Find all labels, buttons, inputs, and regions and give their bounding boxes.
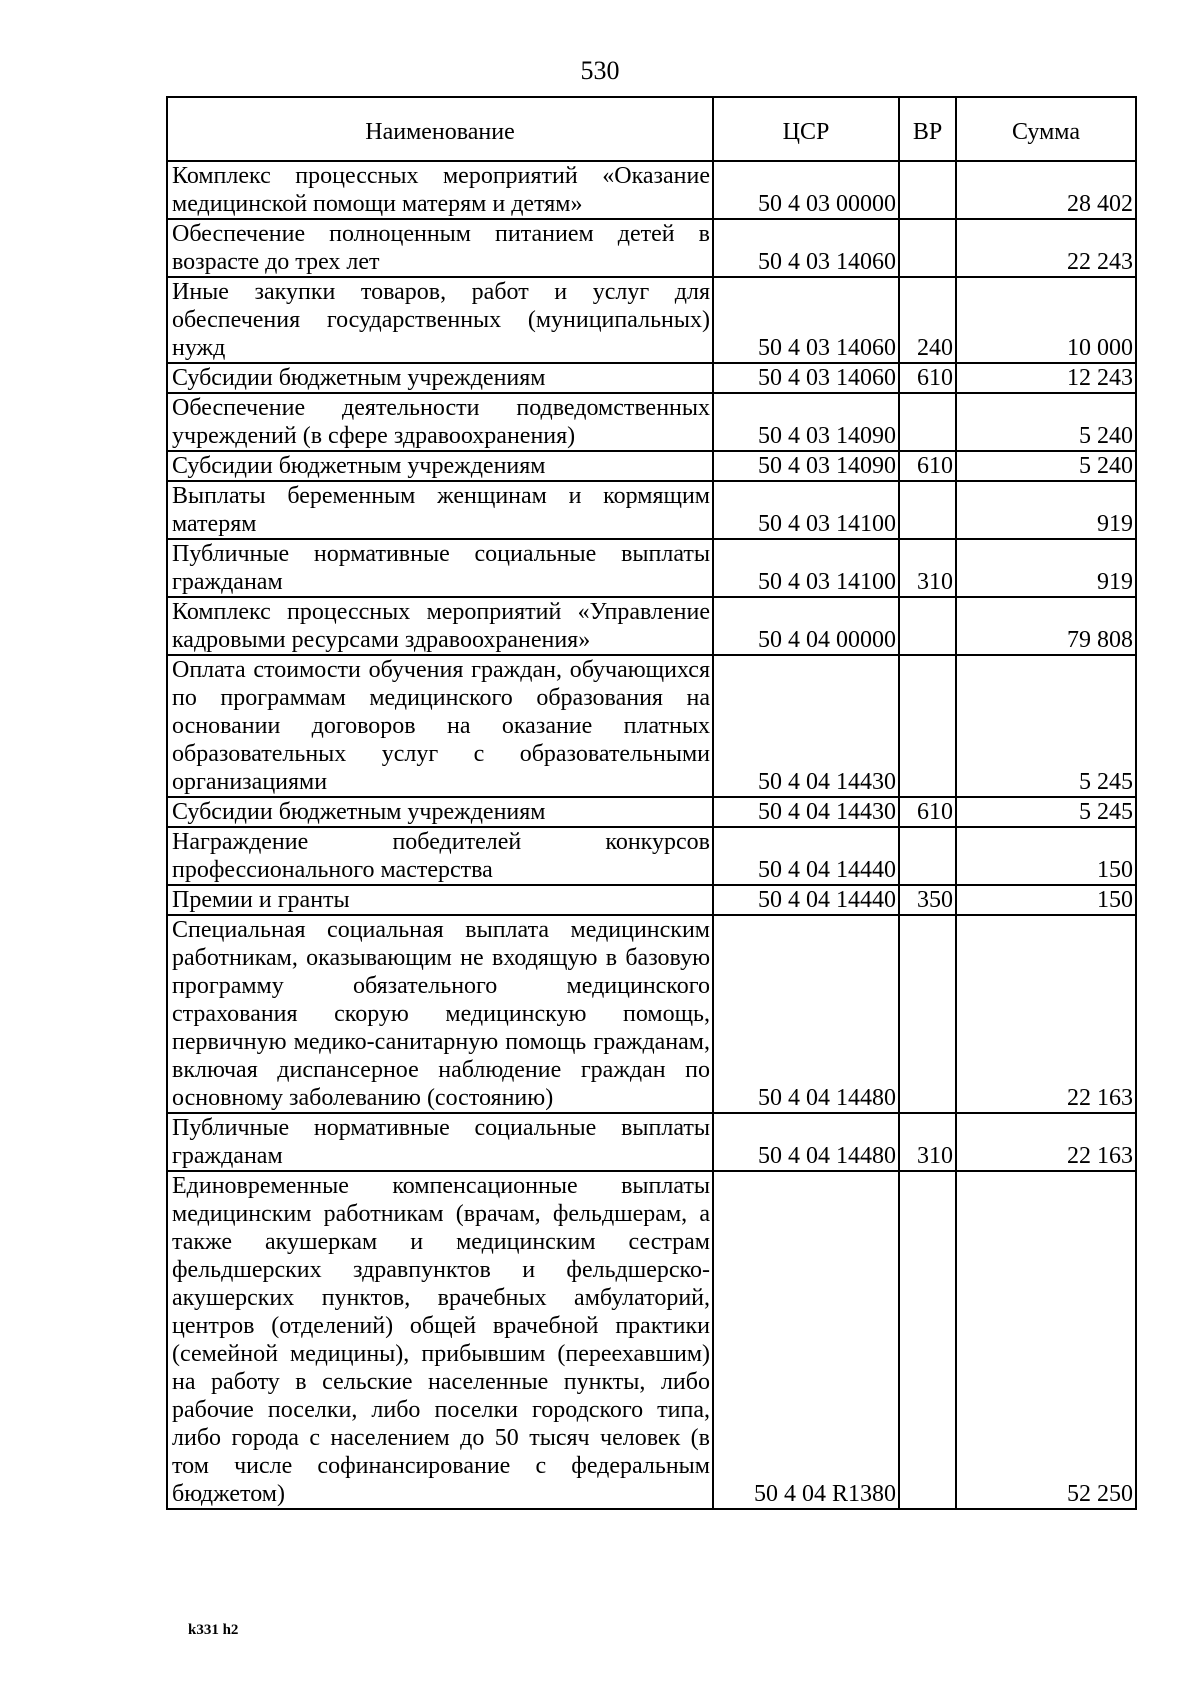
- table-row: [167, 827, 1136, 885]
- cell-vr: [899, 597, 956, 655]
- cell-csr: 50 4 04 14480: [713, 915, 899, 1113]
- cell-vr: [899, 161, 956, 219]
- cell-name: Субсидии бюджетным учреждениям: [167, 363, 713, 393]
- cell-sum: 5 245: [956, 655, 1136, 797]
- cell-vr: 310: [899, 539, 956, 597]
- cell-name: Оплата стоимости обучения граждан, обучающихся по программам медицинского образования на основании договоров на оказание платных образовательных услуг с образовательными организациями: [167, 655, 713, 797]
- header-sum: Сумма: [956, 97, 1136, 161]
- header-vr: ВР: [899, 97, 956, 161]
- table-row: [167, 539, 1136, 597]
- cell-name: Единовременные компенсационные выплаты медицинским работникам (врачам, фельдшерам, а также акушеркам и медицинским сестрам фельдшерских здравпунктов и фельдшерско-акушерских пунктов, врачебных амбулаторий, центров (отделений) общей врачебной практики (семейной медицины), прибывшим (переехавшим) на работу в сельские населенные пункты, либо рабочие поселки, либо поселки городского типа, либо города с населением до 50 тысяч человек (в том числе софинансирование с федеральным бюджетом): [167, 1171, 713, 1509]
- cell-sum: 10 000: [956, 277, 1136, 363]
- cell-vr: 350: [899, 885, 956, 915]
- table-row: [167, 161, 1136, 219]
- cell-vr: [899, 915, 956, 1113]
- cell-sum: 52 250: [956, 1171, 1136, 1509]
- cell-csr: 50 4 04 R1380: [713, 1171, 899, 1509]
- cell-name: Премии и гранты: [167, 885, 713, 915]
- cell-vr: 310: [899, 1113, 956, 1171]
- table-row: [167, 655, 1136, 797]
- cell-csr: 50 4 04 14440: [713, 827, 899, 885]
- cell-sum: 919: [956, 481, 1136, 539]
- cell-sum: 5 245: [956, 797, 1136, 827]
- cell-sum: 28 402: [956, 161, 1136, 219]
- cell-csr: 50 4 03 14090: [713, 451, 899, 481]
- cell-csr: 50 4 04 14430: [713, 797, 899, 827]
- cell-csr: 50 4 03 00000: [713, 161, 899, 219]
- table-row: [167, 219, 1136, 277]
- cell-vr: [899, 1171, 956, 1509]
- cell-vr: [899, 393, 956, 451]
- cell-name: Комплекс процессных мероприятий «Управление кадровыми ресурсами здравоохранения»: [167, 597, 713, 655]
- cell-sum: 22 163: [956, 1113, 1136, 1171]
- page-number: 530: [580, 56, 620, 85]
- cell-sum: 150: [956, 827, 1136, 885]
- table-row: [167, 1113, 1136, 1171]
- cell-sum: 150: [956, 885, 1136, 915]
- table-row: [167, 481, 1136, 539]
- cell-sum: 919: [956, 539, 1136, 597]
- cell-vr: 610: [899, 363, 956, 393]
- cell-sum: 22 243: [956, 219, 1136, 277]
- cell-csr: 50 4 04 14480: [713, 1113, 899, 1171]
- cell-vr: 610: [899, 797, 956, 827]
- table-header-row: [167, 97, 1136, 161]
- cell-name: Награждение победителей конкурсов профессионального мастерства: [167, 827, 713, 885]
- cell-sum: 12 243: [956, 363, 1136, 393]
- cell-vr: [899, 655, 956, 797]
- cell-sum: 22 163: [956, 915, 1136, 1113]
- cell-name: Субсидии бюджетным учреждениям: [167, 797, 713, 827]
- cell-name: Публичные нормативные социальные выплаты гражданам: [167, 539, 713, 597]
- cell-csr: 50 4 03 14060: [713, 219, 899, 277]
- footer-code: k331 h2: [188, 1622, 239, 1638]
- table-row: [167, 1171, 1136, 1509]
- table-row: [167, 885, 1136, 915]
- table-row: [167, 915, 1136, 1113]
- cell-name: Иные закупки товаров, работ и услуг для обеспечения государственных (муниципальных) нужд: [167, 277, 713, 363]
- cell-vr: 240: [899, 277, 956, 363]
- table-row: [167, 597, 1136, 655]
- table-row: [167, 277, 1136, 363]
- header-name: Наименование: [167, 97, 713, 161]
- cell-sum: 79 808: [956, 597, 1136, 655]
- header-csr: ЦСР: [713, 97, 899, 161]
- cell-csr: 50 4 03 14060: [713, 277, 899, 363]
- cell-csr: 50 4 04 14430: [713, 655, 899, 797]
- budget-table: [166, 96, 1137, 1510]
- cell-csr: 50 4 03 14100: [713, 539, 899, 597]
- cell-name: Комплекс процессных мероприятий «Оказание медицинской помощи матерям и детям»: [167, 161, 713, 219]
- cell-name: Обеспечение полноценным питанием детей в возрасте до трех лет: [167, 219, 713, 277]
- table-row: [167, 451, 1136, 481]
- table-row: [167, 363, 1136, 393]
- cell-csr: 50 4 04 00000: [713, 597, 899, 655]
- cell-name: Публичные нормативные социальные выплаты гражданам: [167, 1113, 713, 1171]
- cell-csr: 50 4 04 14440: [713, 885, 899, 915]
- cell-name: Специальная социальная выплата медицинским работникам, оказывающим не входящую в базовую программу обязательного медицинского страхования скорую медицинскую помощь, первичную медико-санитарную помощь гражданам, включая диспансерное наблюдение граждан по основному заболеванию (состоянию): [167, 915, 713, 1113]
- table-row: [167, 393, 1136, 451]
- cell-name: Субсидии бюджетным учреждениям: [167, 451, 713, 481]
- cell-sum: 5 240: [956, 393, 1136, 451]
- cell-sum: 5 240: [956, 451, 1136, 481]
- table-row: [167, 797, 1136, 827]
- table-body: [167, 161, 1136, 1509]
- cell-name: Обеспечение деятельности подведомственных учреждений (в сфере здравоохранения): [167, 393, 713, 451]
- cell-csr: 50 4 03 14100: [713, 481, 899, 539]
- cell-csr: 50 4 03 14090: [713, 393, 899, 451]
- cell-name: Выплаты беременным женщинам и кормящим матерям: [167, 481, 713, 539]
- cell-vr: 610: [899, 451, 956, 481]
- cell-csr: 50 4 03 14060: [713, 363, 899, 393]
- cell-vr: [899, 481, 956, 539]
- cell-vr: [899, 219, 956, 277]
- cell-vr: [899, 827, 956, 885]
